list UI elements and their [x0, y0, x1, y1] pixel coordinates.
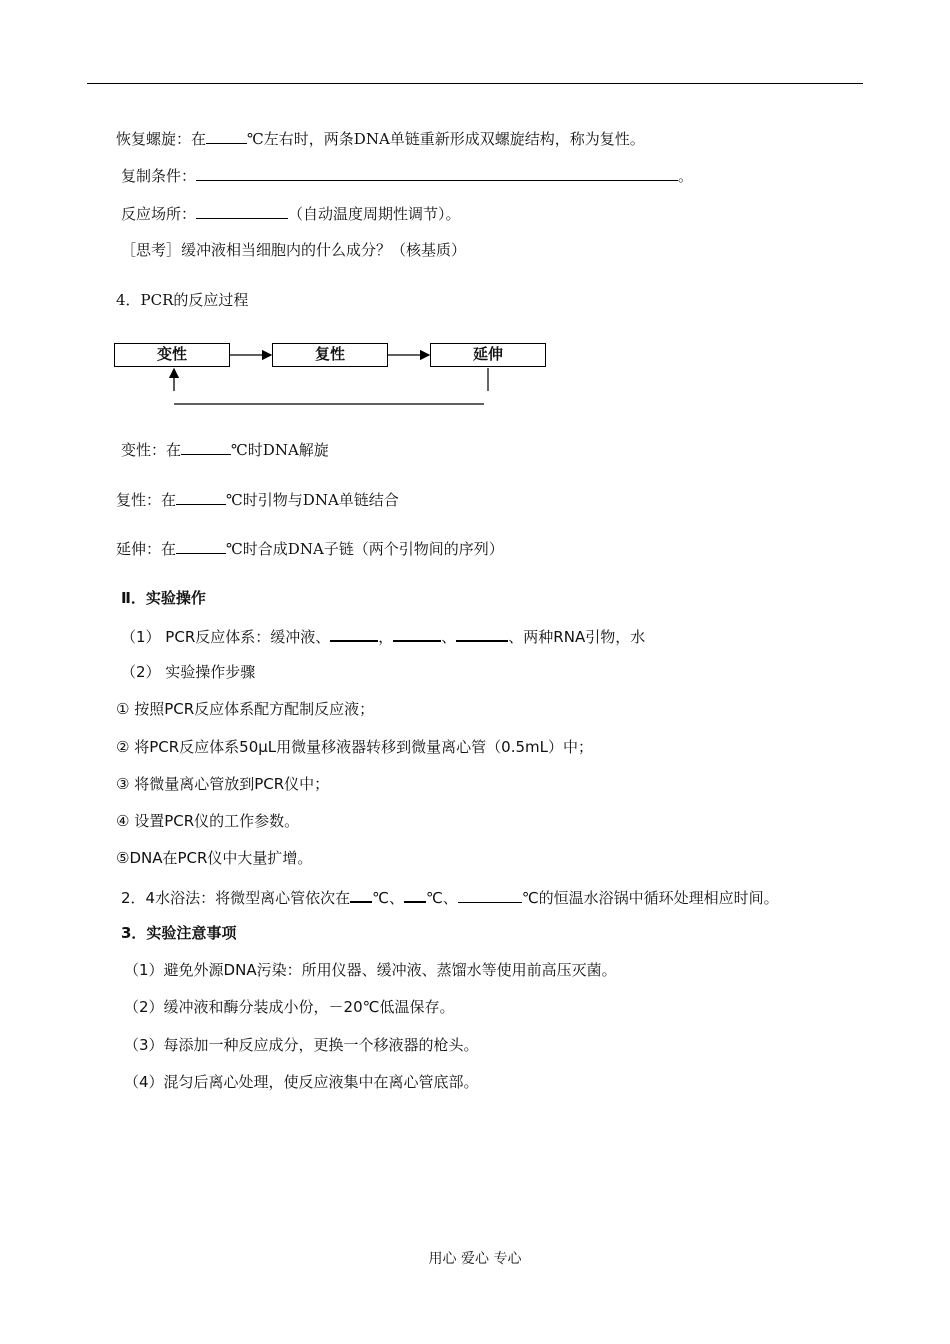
system-text-b: 、两种RNA引物，水: [508, 628, 646, 646]
water-bath-line: [121, 886, 779, 908]
system-blank-1[interactable]: [330, 625, 378, 642]
note-4: （4）混匀后离心处理，使反应液集中在离心管底部。: [124, 1073, 479, 1091]
notes-heading: 3．实验注意事项: [121, 924, 237, 942]
step-1: ① 按照PCR反应体系配方配制反应液；: [116, 700, 375, 718]
reaction-system-line: [121, 625, 645, 647]
step-4: ④ 设置PCR仪的工作参数。: [116, 812, 300, 830]
renaturation-text-b: ℃左右时，两条DNA单链重新形成双螺旋结构，称为复性。: [247, 130, 645, 148]
think-question: ［思考］缓冲液相当细胞内的什么成分？（核基质）: [121, 241, 467, 259]
step-5: ⑤DNA在PCR仪中大量扩增。: [116, 849, 313, 867]
water-bath-text-a: 2．4水浴法：将微型离心管依次在: [121, 889, 351, 907]
renaturation-text-a: 恢复螺旋：在: [116, 130, 207, 148]
anneal-text-a: 复性：在: [116, 491, 177, 509]
extend-text-a: 延伸：在: [116, 540, 177, 558]
anneal-box: 复性: [272, 343, 388, 367]
experiment-heading: Ⅱ．实验操作: [121, 589, 206, 607]
anneal-text-b: ℃时引物与DNA单链结合: [226, 491, 399, 509]
system-text-a: （1） PCR反应体系：缓冲液、: [121, 628, 331, 646]
note-1: （1）避免外源DNA污染：所用仪器、缓冲液、蒸馏水等使用前高压灭菌。: [124, 961, 617, 979]
bath-temp-blank-2[interactable]: [404, 886, 426, 903]
denature-temp-blank[interactable]: [181, 439, 231, 455]
denature-line: [121, 439, 329, 460]
site-label: 反应场所：: [121, 205, 197, 223]
system-sep-2: 、: [441, 628, 457, 646]
denature-box: 变性: [114, 343, 230, 367]
anneal-line: [116, 489, 399, 510]
step-3: ③ 将微量离心管放到PCR仪中；: [116, 775, 330, 793]
conditions-label: 复制条件：: [121, 167, 197, 185]
system-sep-1: ，: [378, 628, 394, 646]
extend-line: [116, 538, 504, 559]
water-bath-sep-2: ℃、: [425, 889, 458, 907]
note-3: （3）每添加一种反应成分，更换一个移液器的枪头。: [124, 1036, 479, 1054]
system-blank-3[interactable]: [456, 625, 508, 642]
anneal-temp-blank[interactable]: [176, 489, 226, 505]
water-bath-sep-1: ℃、: [372, 889, 404, 907]
extend-box: 延伸: [430, 343, 546, 367]
pcr-process-heading: 4．PCR的反应过程: [116, 291, 249, 309]
bath-temp-blank-3[interactable]: [458, 887, 522, 903]
site-note: （自动温度周期性调节）。: [288, 205, 461, 223]
conditions-end: 。: [678, 167, 694, 185]
extend-temp-blank[interactable]: [176, 538, 226, 554]
step-2: ② 将PCR反应体系50μL用微量移液器转移到微量离心管（0.5mL）中；: [116, 738, 593, 756]
extend-text-b: ℃时合成DNA子链（两个引物间的序列）: [226, 540, 504, 558]
steps-title: （2） 实验操作步骤: [121, 663, 256, 681]
system-blank-2[interactable]: [393, 625, 441, 642]
bath-temp-blank-1[interactable]: [350, 886, 372, 903]
denature-text-a: 变性：在: [121, 441, 182, 459]
denature-text-b: ℃时DNA解旋: [231, 441, 329, 459]
note-2: （2）缓冲液和酶分装成小份，－20℃低温保存。: [124, 998, 455, 1016]
page-footer: 用心 爱心 专心: [428, 1251, 522, 1267]
water-bath-text-b: ℃的恒温水浴锅中循环处理相应时间。: [521, 889, 779, 907]
